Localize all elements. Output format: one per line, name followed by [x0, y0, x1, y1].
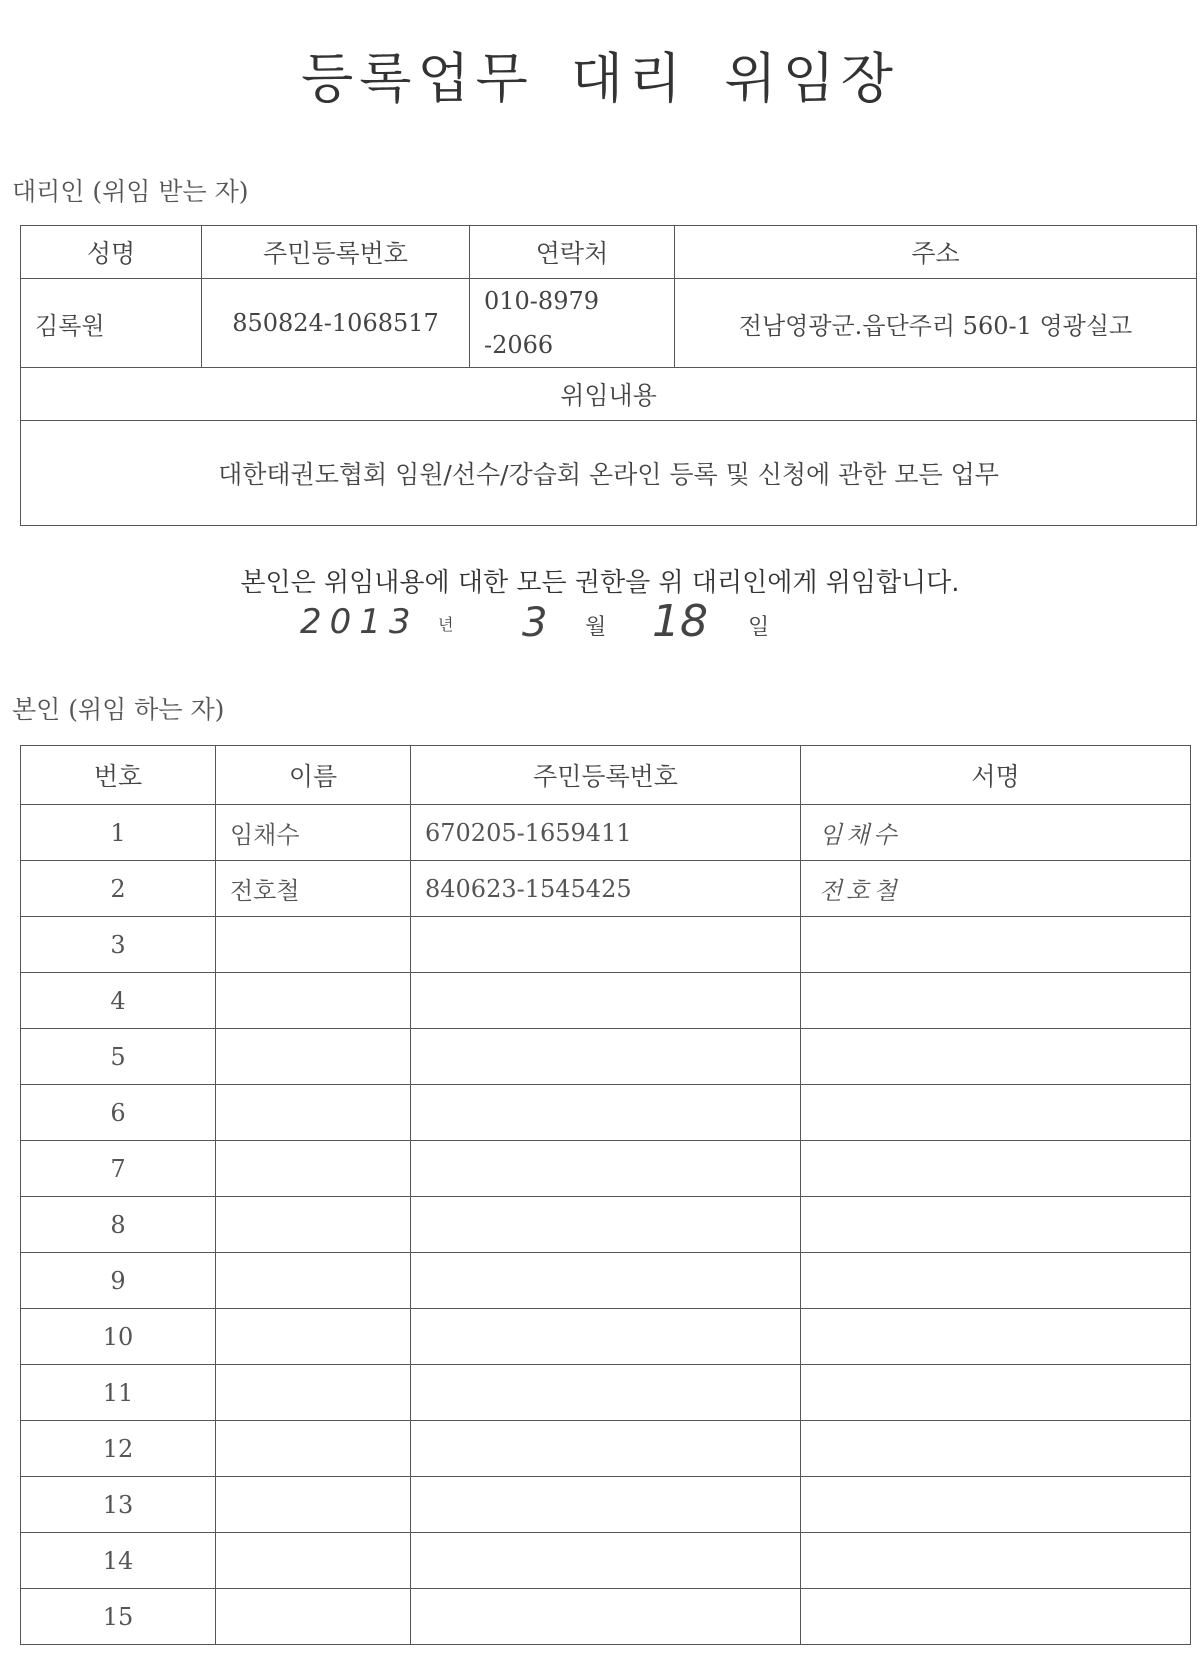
agent-header-row — [21, 226, 1197, 279]
date-line — [300, 596, 900, 650]
header-id-number: 주민등록번호 — [202, 226, 470, 279]
row-name — [216, 917, 411, 973]
table-row — [21, 1421, 1191, 1477]
date-month-unit: 월 — [585, 615, 607, 640]
row-number: 9 — [21, 1253, 216, 1309]
row-number: 1 — [21, 805, 216, 861]
row-name — [216, 1589, 411, 1645]
row-name — [216, 1085, 411, 1141]
row-signature — [801, 1197, 1191, 1253]
agent-data-row — [21, 279, 1197, 368]
agent-address: 전남영광군.읍단주리 560-1 영광실고 — [675, 279, 1197, 368]
header-name: 성명 — [21, 226, 202, 279]
row-number: 10 — [21, 1309, 216, 1365]
row-name — [216, 1309, 411, 1365]
row-id-number — [411, 1421, 801, 1477]
table-row — [21, 1197, 1191, 1253]
row-name — [216, 1365, 411, 1421]
row-signature — [801, 1589, 1191, 1645]
date-day: 18 — [652, 596, 708, 647]
row-id-number — [411, 1309, 801, 1365]
row-id-number — [411, 917, 801, 973]
header-signature: 서명 — [801, 746, 1191, 805]
delegation-statement: 본인은 위임내용에 대한 모든 권한을 위 대리인에게 위임합니다. — [240, 568, 960, 598]
row-id-number — [411, 1477, 801, 1533]
row-id-number — [411, 1029, 801, 1085]
row-name: 전호철 — [216, 861, 411, 917]
row-id-number — [411, 1589, 801, 1645]
table-row — [21, 1029, 1191, 1085]
table-row — [21, 1309, 1191, 1365]
row-number: 14 — [21, 1533, 216, 1589]
row-name — [216, 1029, 411, 1085]
header-number: 번호 — [21, 746, 216, 805]
table-row — [21, 1085, 1191, 1141]
agent-table — [20, 225, 1197, 526]
table-row — [21, 1477, 1191, 1533]
row-number: 15 — [21, 1589, 216, 1645]
agent-id-number: 850824-1068517 — [202, 279, 470, 368]
row-name — [216, 973, 411, 1029]
row-id-number — [411, 1085, 801, 1141]
table-row — [21, 861, 1191, 917]
row-number: 3 — [21, 917, 216, 973]
row-number: 8 — [21, 1197, 216, 1253]
row-signature — [801, 917, 1191, 973]
row-signature — [801, 1085, 1191, 1141]
row-name — [216, 1477, 411, 1533]
row-number: 13 — [21, 1477, 216, 1533]
row-id-number — [411, 1365, 801, 1421]
row-id-number: 840623-1545425 — [411, 861, 801, 917]
principal-header-row — [21, 746, 1191, 805]
agent-name: 김록원 — [21, 279, 202, 368]
date-year-unit: 년 — [438, 615, 454, 634]
row-signature — [801, 1141, 1191, 1197]
row-id-number — [411, 1253, 801, 1309]
row-name — [216, 1421, 411, 1477]
page-title: 등록업무 대리 위임장 — [301, 47, 899, 110]
row-signature — [801, 1421, 1191, 1477]
row-signature — [801, 1029, 1191, 1085]
header-contact: 연락처 — [470, 226, 675, 279]
delegation-header: 위임내용 — [21, 368, 1197, 421]
row-id-number — [411, 1533, 801, 1589]
row-name — [216, 1533, 411, 1589]
table-row — [21, 805, 1191, 861]
table-row — [21, 973, 1191, 1029]
header-person-id: 주민등록번호 — [411, 746, 801, 805]
row-signature — [801, 1309, 1191, 1365]
date-month: 3 — [522, 600, 548, 646]
row-name: 임채수 — [216, 805, 411, 861]
row-signature — [801, 973, 1191, 1029]
row-number: 5 — [21, 1029, 216, 1085]
row-signature: 임채수 — [801, 805, 1191, 861]
agent-section-label: 대리인 (위임 받는 자) — [12, 177, 249, 206]
agent-phone — [470, 279, 675, 368]
row-name — [216, 1197, 411, 1253]
table-row — [21, 917, 1191, 973]
row-signature — [801, 1477, 1191, 1533]
row-number: 2 — [21, 861, 216, 917]
row-signature — [801, 1533, 1191, 1589]
row-name — [216, 1253, 411, 1309]
table-row — [21, 1533, 1191, 1589]
row-number: 4 — [21, 973, 216, 1029]
principal-section-label: 본인 (위임 하는 자) — [12, 695, 225, 724]
header-address: 주소 — [675, 226, 1197, 279]
agent-phone-line2: -2066 — [484, 331, 554, 359]
row-id-number — [411, 1141, 801, 1197]
row-signature — [801, 1365, 1191, 1421]
header-person-name: 이름 — [216, 746, 411, 805]
row-id-number: 670205-1659411 — [411, 805, 801, 861]
date-day-unit: 일 — [748, 615, 770, 640]
table-row — [21, 1365, 1191, 1421]
row-signature — [801, 1253, 1191, 1309]
table-row — [21, 1589, 1191, 1645]
table-row — [21, 1253, 1191, 1309]
row-number: 6 — [21, 1085, 216, 1141]
row-number: 11 — [21, 1365, 216, 1421]
row-signature: 전호철 — [801, 861, 1191, 917]
row-number: 7 — [21, 1141, 216, 1197]
agent-phone-line1: 010-8979 — [484, 287, 599, 315]
row-number: 12 — [21, 1421, 216, 1477]
date-year: 2013 — [300, 602, 419, 642]
delegation-content: 대한태권도협회 임원/선수/강습회 온라인 등록 및 신청에 관한 모든 업무 — [21, 421, 1197, 526]
principal-rows — [21, 805, 1191, 1645]
row-name — [216, 1141, 411, 1197]
table-row — [21, 1141, 1191, 1197]
row-id-number — [411, 1197, 801, 1253]
principal-table — [20, 745, 1191, 1645]
row-id-number — [411, 973, 801, 1029]
